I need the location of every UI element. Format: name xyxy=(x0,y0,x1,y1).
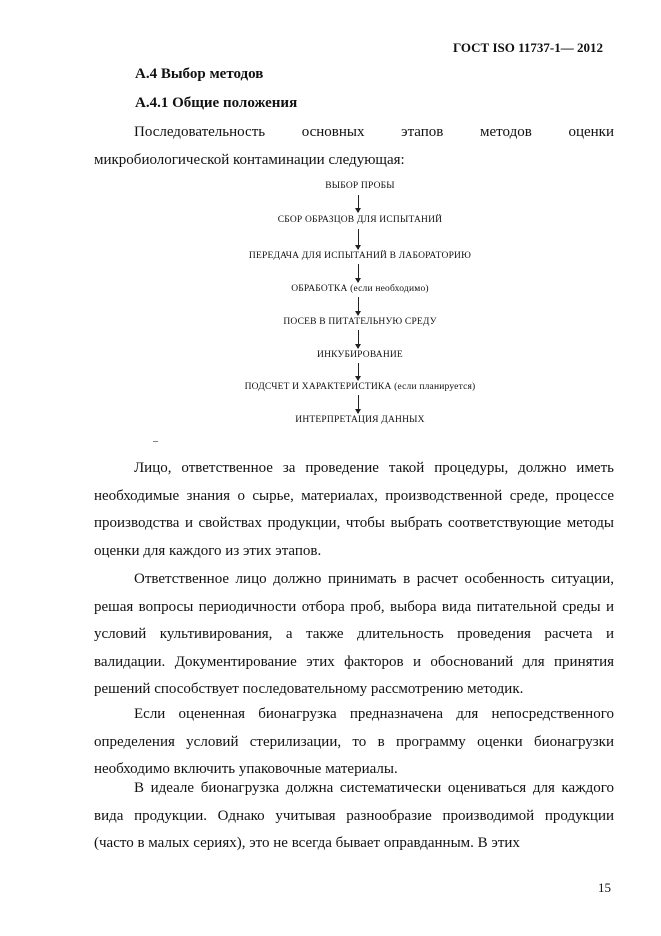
flow-arrow xyxy=(358,229,359,249)
flow-step-sample-collection: СБОР ОБРАЗЦОВ ДЛЯ ИСПЫТАНИЙ xyxy=(277,215,443,225)
flow-arrow xyxy=(358,264,359,282)
paragraph-packaging: Если оцененная бионагрузка предназначена для непосредственного определения условий стерилизации, то в программу оценки бионагрузки необходимо включить упаковочные материалы. xyxy=(94,706,614,777)
flow-step-incubation: ИНКУБИРОВАНИЕ xyxy=(317,350,403,360)
section-heading-general: А.4.1 Общие положения xyxy=(135,95,298,111)
paragraph-bioburden-ideal: В идеале бионагрузка должна систематически оцениваться для каждого вида продукции. Однако учитывая разнообразие производимой продукции (часто в малых сериях), это не всегда бывает оправданным. В этих xyxy=(94,780,614,851)
flow-arrow xyxy=(358,195,359,212)
stray-mark: – xyxy=(153,436,158,447)
document-code: ГОСТ ISO 11737-1— 2012 xyxy=(452,40,603,55)
flow-step-sample-selection: ВЫБОР ПРОБЫ xyxy=(325,181,395,191)
flow-step-interpretation: ИНТЕРПРЕТАЦИЯ ДАННЫХ xyxy=(295,415,425,425)
paragraph-situation-specifics: Ответственное лицо должно принимать в расчет особенность ситуации, решая вопросы периодичности отбора проб, выбора вида питательной среды и условий культивирования, а также длительность проведения расчета и валидации. Документирование этих факторов и обоснований для принятия решений способствует последовательному рассмотрению методик. xyxy=(94,571,614,697)
paragraph-responsible-person: Лицо, ответственное за проведение такой процедуры, должно иметь необходимые знания о сырье, материалах, производственной среде, процессе производства и свойствах продукции, чтобы выбрать соответствующие методы оценки для каждого из этих этапов. xyxy=(94,460,614,559)
flow-step-processing: ОБРАБОТКА (если необходимо) xyxy=(291,284,429,294)
flow-step-inoculation: ПОСЕВ В ПИТАТЕЛЬНУЮ СРЕДУ xyxy=(283,317,437,327)
flow-step-transfer-to-lab: ПЕРЕДАЧА ДЛЯ ИСПЫТАНИЙ В ЛАБОРАТОРИЮ xyxy=(248,251,472,261)
section-heading-methods-selection: А.4 Выбор методов xyxy=(135,66,264,82)
flow-arrow xyxy=(358,330,359,348)
flow-arrow xyxy=(358,395,359,413)
flow-arrow xyxy=(358,363,359,380)
paragraph-intro: Последовательность основных этапов методов оценки микробиологической контаминации следующая: xyxy=(94,124,614,168)
process-flowchart xyxy=(200,181,520,431)
flow-step-counting: ПОДСЧЕТ И ХАРАКТЕРИСТИКА (если планируется) xyxy=(244,382,476,392)
flow-arrow xyxy=(358,297,359,315)
page-number: 15 xyxy=(598,880,611,895)
